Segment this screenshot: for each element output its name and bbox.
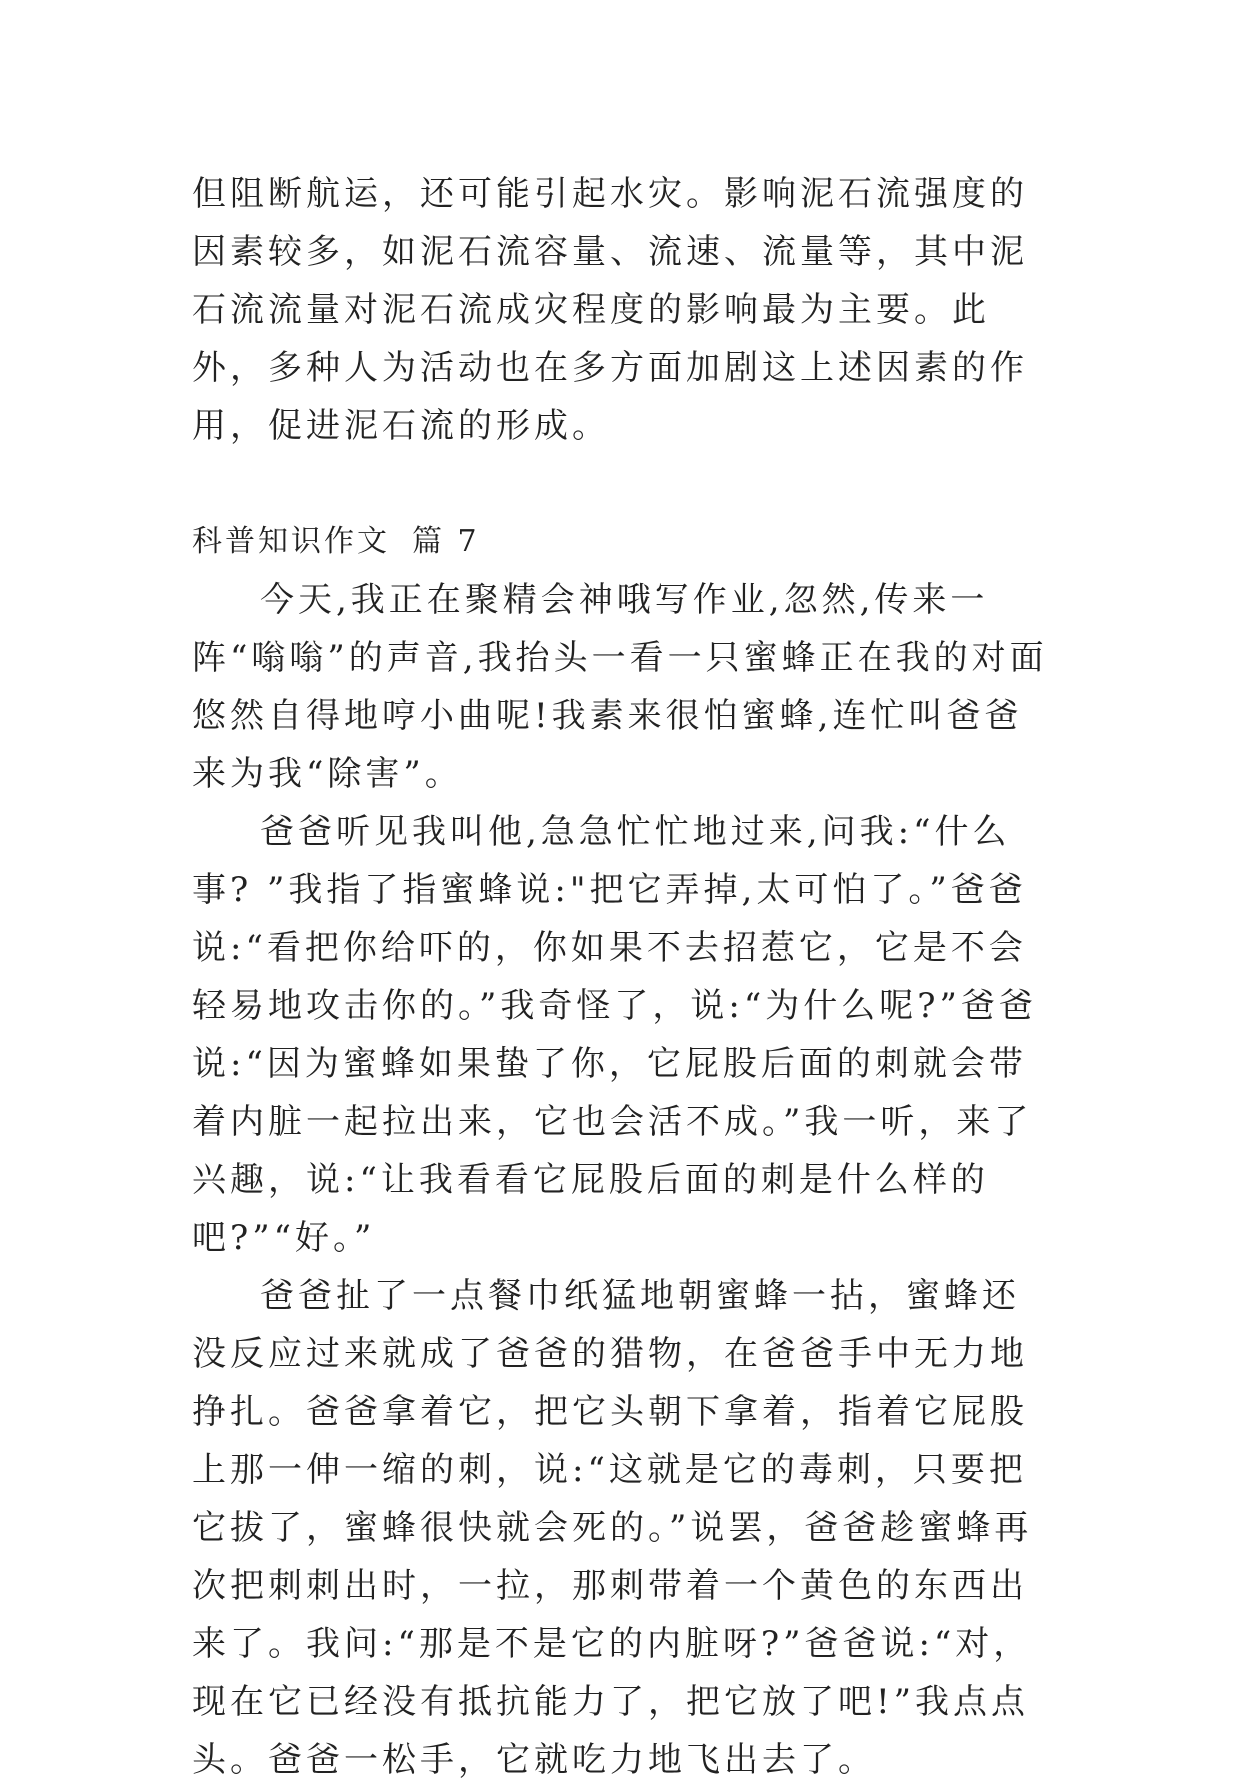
document-body <box>192 165 1052 1789</box>
section-number: 篇 7 <box>412 524 480 559</box>
section-title: 科普知识作文 <box>192 524 390 559</box>
continued-paragraph: 但阻断航运，还可能引起水灾。影响泥石流强度的因素较多，如泥石流容量、流速、流量等，其中泥石流流量对泥石流成灾程度的影响最为主要。此外，多种人为活动也在多方面加剧这上述因素的作用，促进泥石流的形成。 <box>192 174 1028 446</box>
section-heading <box>192 513 1052 571</box>
paragraph-1: 今天,我正在聚精会神哦写作业,忽然,传来一阵“嗡嗡”的声音,我抬头一看一只蜜蜂正在我的对面悠然自得地哼小曲呢!我素来很怕蜜蜂,连忙叫爸爸来为我“除害”。 <box>192 580 1048 794</box>
paragraph-3: 爸爸扯了一点餐巾纸猛地朝蜜蜂一拈，蜜蜂还没反应过来就成了爸爸的猎物，在爸爸手中无力地挣扎。爸爸拿着它，把它头朝下拿着，指着它屁股上那一伸一缩的刺，说:“这就是它的毒刺，只要把它拔了，蜜蜂很快就会死的。”说罢，爸爸趁蜜蜂再次把刺刺出时，一拉，那刺带着一个黄色的东西出来了。我问:“那是不是它的内脏呀?”爸爸说:“对，现在它已经没有抵抗能力了，把它放了吧!”我点点头。爸爸一松手，它就吃力地飞出去了。 <box>192 1276 1033 1780</box>
paragraph-2: 爸爸听见我叫他,急急忙忙地过来,问我:“什么事? ”我指了指蜜蜂说:"把它弄掉,太可怕了。”爸爸说:“看把你给吓的，你如果不去招惹它，它是不会轻易地攻击你的。”我奇怪了，说:“为什么呢?”爸爸说:“因为蜜蜂如果蛰了你，它屁股后面的刺就会带着内脏一起拉出来，它也会活不成。”我一听，来了兴趣，说:“让我看看它屁股后面的刺是什么样的吧?”“好。” <box>192 812 1037 1258</box>
